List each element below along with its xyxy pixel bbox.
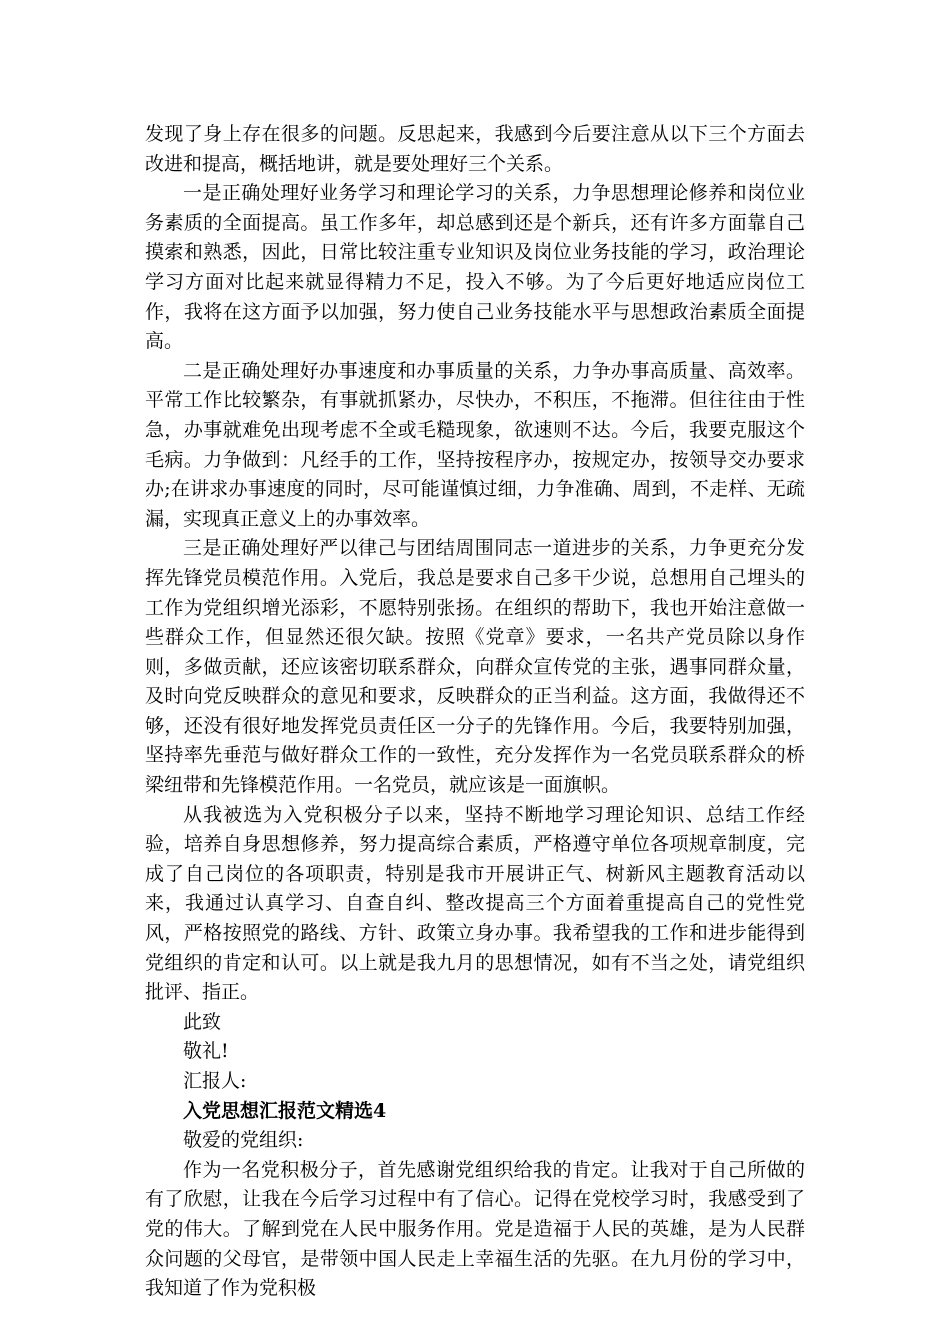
paragraph-continuation: 发现了身上存在很多的问题。反思起来，我感到今后要注意从以下三个方面去改进和提高，概括地讲，就是要处理好三个关系。 [145,123,805,175]
closing-cizhi: 此致 [183,1010,222,1033]
paragraph-first-relation: 一是正确处理好业务学习和理论学习的关系，力争思想理论修养和岗位业务素质的全面提高。虽工作多年，却总感到还是个新兵，还有许多方面靠自己摸索和熟悉，因此，日常比较注重专业知识及岗位业务技能的学习，政治理论学习方面对比起来就显得精力不足，投入不够。为了今后更好地适应岗位工作，我将在这方面予以加强，努力使自己业务技能水平与思想政治素质全面提高。 [145,182,805,353]
document-body [145,120,805,1304]
salutation: 敬爱的党组织: [183,1129,304,1152]
section-heading: 入党思想汇报范文精选4 [183,1099,387,1122]
reporter-signature-label: 汇报人: [183,1070,247,1092]
paragraph-summary: 从我被选为入党积极分子以来，坚持不断地学习理论知识、总结工作经验，培养自身思想修养，努力提高综合素质，严格遵守单位各项规章制度，完成了自己岗位的各项职责，特别是我市开展讲正气、树新风主题教育活动以来，我通过认真学习、自查自纠、整改提高三个方面着重提高自己的党性党风，严格按照党的路线、方针、政策立身办事。我希望我的工作和进步能得到党组织的肯定和认可。以上就是我九月的思想情况，如有不当之处，请党组织批评、指正。 [145,803,805,1004]
paragraph-second-relation: 二是正确处理好办事速度和办事质量的关系，力争办事高质量、高效率。平常工作比较繁杂，有事就抓紧办，尽快办，不积压，不拖滞。但往往由于性急，办事就难免出现考虑不全或毛糙现象，欲速则不达。今后，我要克服这个毛病。力争做到：凡经手的工作，坚持按程序办，按规定办，按领导交办要求办;在讲求办事速度的同时，尽可能谨慎过细，力争准确、周到，不走样、无疏漏，实现真正意义上的办事效率。 [145,359,805,530]
paragraph-intro: 作为一名党积极分子，首先感谢党组织给我的肯定。让我对于自己所做的有了欣慰，让我在今后学习过程中有了信心。记得在党校学习时，我感受到了党的伟大。了解到党在人民中服务作用。党是造福于人民的英雄，是为人民群众问题的父母官，是带领中国人民走上幸福生活的先驱。在九月份的学习中，我知道了作为党积极 [145,1158,805,1300]
closing-jingli: 敬礼! [183,1040,229,1063]
paragraph-third-relation: 三是正确处理好严以律己与团结周围同志一道进步的关系，力争更充分发挥先锋党员模范作用。入党后，我总是要求自己多干少说，总想用自己埋头的工作为党组织增光添彩，不愿特别张扬。在组织的帮助下，我也开始注意做一些群众工作，但显然还很欠缺。按照《党章》要求，一名共产党员除以身作则，多做贡献，还应该密切联系群众，向群众宣传党的主张，遇事同群众量，及时向党反映群众的意见和要求，反映群众的正当利益。这方面，我做得还不够，还没有很好地发挥党员责任区一分子的先锋作用。今后，我要特别加强，坚持率先垂范与做好群众工作的一致性，充分发挥作为一名党员联系群众的桥梁纽带和先锋模范作用。一名党员，就应该是一面旗帜。 [145,537,805,797]
